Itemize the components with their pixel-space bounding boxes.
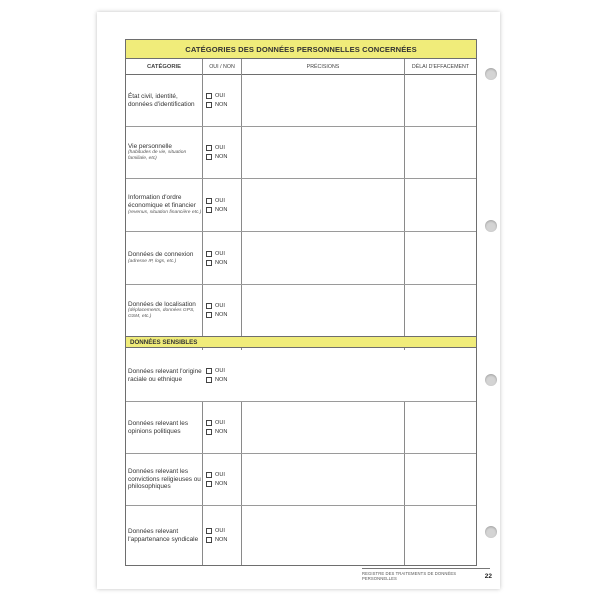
column-header-yes-no: OUI / NON (209, 63, 235, 70)
table-row (126, 350, 476, 402)
no-label: NON (215, 377, 228, 383)
data-categories-form (125, 39, 477, 566)
no-label: NON (215, 154, 228, 160)
row-label-text: Données relevant l'origine raciale ou ethnique (128, 367, 202, 383)
row-label (128, 179, 202, 231)
table-row (126, 402, 476, 454)
checkbox-yes[interactable] (206, 368, 212, 374)
no-label: NON (215, 102, 228, 108)
yes-no-choices (206, 232, 240, 284)
yes-no-choices (206, 402, 240, 453)
row-label-note: (revenus, situation financière etc.) (128, 209, 202, 215)
checkbox-yes[interactable] (206, 420, 212, 426)
row-label (128, 285, 202, 336)
yes-option[interactable] (206, 303, 240, 309)
binder-hole (485, 526, 497, 538)
yes-option[interactable] (206, 528, 240, 534)
no-label: NON (215, 481, 228, 487)
section-header-sensitive-data: DONNÉES SENSIBLES (126, 336, 476, 348)
checkbox-yes[interactable] (206, 93, 212, 99)
row-label-note: (adresse IP, logs, etc.) (128, 258, 177, 264)
yes-no-choices (206, 506, 240, 565)
yes-no-choices (206, 454, 240, 505)
binder-hole (485, 374, 497, 386)
no-option[interactable] (206, 207, 240, 213)
no-option[interactable] (206, 154, 240, 160)
no-option[interactable] (206, 102, 240, 108)
row-label-text: Information d'ordre économique et financier (128, 194, 196, 209)
row-label (128, 75, 202, 126)
checkbox-yes[interactable] (206, 145, 212, 151)
row-label-text: État civil, identité, données d'identification (128, 92, 195, 108)
row-label-text: Données relevant les convictions religieuses ou philosophiques (128, 468, 201, 491)
row-label-text: Vie personnelle (128, 142, 172, 150)
row-label-note: (déplacements, données GPS, GSM, etc.) (128, 308, 195, 320)
document-page (97, 12, 500, 589)
yes-no-choices (206, 75, 240, 126)
checkbox-yes[interactable] (206, 472, 212, 478)
yes-no-choices (206, 179, 240, 231)
yes-label: OUI (215, 250, 225, 257)
yes-no-choices (206, 350, 240, 401)
yes-label: OUI (215, 197, 225, 204)
column-header-erasure-delay: DÉLAI D'EFFACEMENT (411, 63, 470, 70)
row-label (128, 454, 202, 505)
row-label (128, 402, 202, 453)
table-row (126, 506, 476, 565)
table-row (126, 179, 476, 232)
row-label-text: Données relevant l'appartenance syndicale (128, 527, 199, 543)
checkbox-no[interactable] (206, 102, 212, 108)
no-option[interactable] (206, 312, 240, 318)
no-option[interactable] (206, 377, 240, 383)
checkbox-no[interactable] (206, 429, 212, 435)
yes-option[interactable] (206, 251, 240, 257)
column-header-category: CATÉGORIE (146, 63, 182, 70)
yes-option[interactable] (206, 420, 240, 426)
yes-label: OUI (215, 528, 225, 534)
yes-option[interactable] (206, 145, 240, 151)
table-row (126, 232, 476, 285)
yes-no-choices (206, 127, 240, 178)
row-label-text: Données de connexion (128, 251, 194, 259)
checkbox-no[interactable] (206, 207, 212, 213)
row-label-note: (habitudes de vie, situation familiale, etc) (128, 150, 187, 162)
yes-no-choices (206, 285, 240, 336)
checkbox-no[interactable] (206, 154, 212, 160)
no-label: NON (215, 206, 228, 213)
yes-label: OUI (215, 368, 225, 374)
row-label (128, 232, 202, 284)
no-label: NON (215, 259, 228, 266)
page-number: 22 (484, 573, 492, 580)
row-label-text: Données relevant les opinions politiques (128, 419, 189, 435)
form-title: CATÉGORIES DES DONNÉES PERSONNELLES CONCERNÉES (126, 40, 476, 59)
yes-label: OUI (215, 303, 225, 309)
row-label (128, 350, 202, 401)
checkbox-yes[interactable] (206, 528, 212, 534)
table-row (126, 75, 476, 127)
no-option[interactable] (206, 429, 240, 435)
yes-label: OUI (215, 472, 225, 478)
checkbox-yes[interactable] (206, 303, 212, 309)
binder-hole (485, 220, 497, 232)
table-row (126, 285, 476, 336)
yes-option[interactable] (206, 198, 240, 204)
checkbox-yes[interactable] (206, 198, 212, 204)
yes-label: OUI (215, 93, 225, 99)
checkbox-no[interactable] (206, 481, 212, 487)
yes-label: OUI (215, 420, 225, 426)
yes-option[interactable] (206, 368, 240, 374)
no-label: NON (215, 312, 228, 318)
yes-option[interactable] (206, 93, 240, 99)
yes-label: OUI (215, 145, 225, 151)
no-option[interactable] (206, 260, 240, 266)
table-row (126, 127, 476, 179)
row-label (128, 506, 202, 565)
table-row (126, 454, 476, 506)
no-label: NON (215, 429, 228, 435)
no-option[interactable] (206, 481, 240, 487)
column-header-details: PRÉCISIONS (306, 63, 340, 70)
row-label-text: Données de localisation (128, 300, 196, 308)
checkbox-yes[interactable] (206, 251, 212, 257)
row-label (128, 127, 202, 178)
binder-hole (485, 68, 497, 80)
checkbox-no[interactable] (206, 537, 212, 543)
no-label: NON (215, 537, 228, 543)
checkbox-no[interactable] (206, 260, 212, 266)
checkbox-no[interactable] (206, 312, 212, 318)
yes-option[interactable] (206, 472, 240, 478)
table-header (126, 59, 476, 75)
footer-caption: REGISTRE DES TRAITEMENTS DE DONNÉES PERSONNELLES (362, 568, 490, 581)
checkbox-no[interactable] (206, 377, 212, 383)
no-option[interactable] (206, 537, 240, 543)
